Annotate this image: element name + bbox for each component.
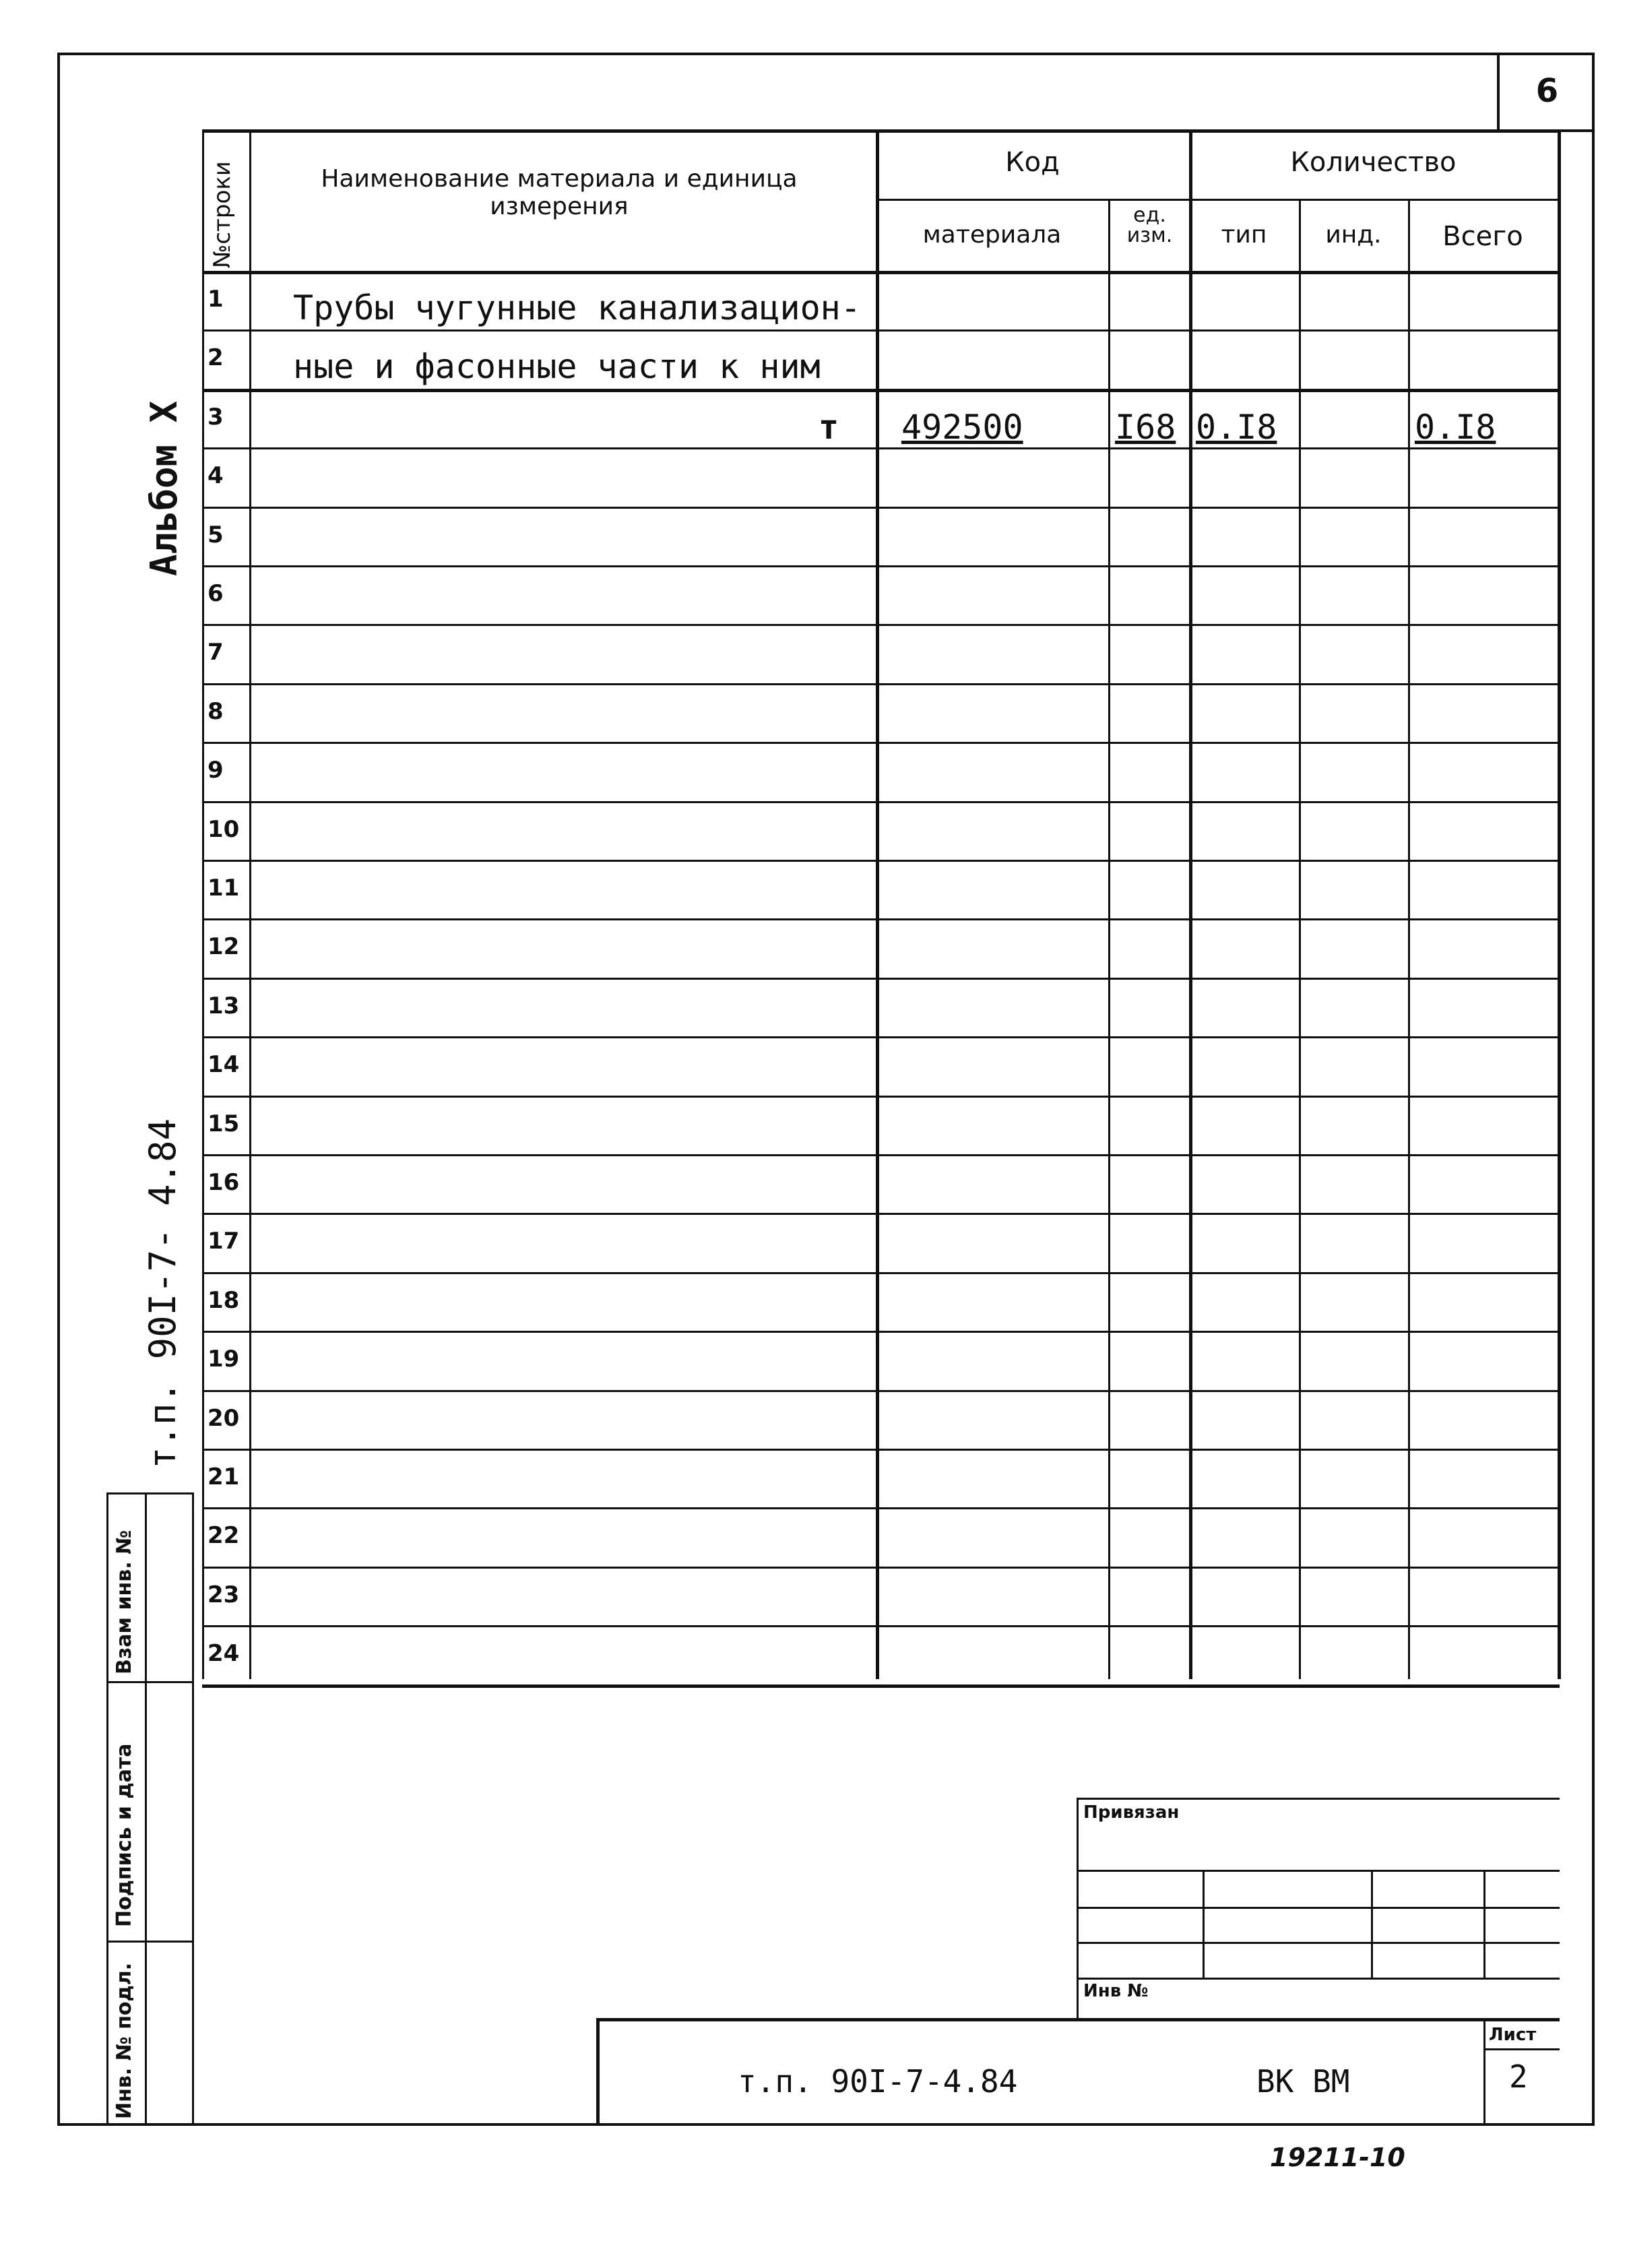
margin-box-inventory: Инв. № подл. bbox=[113, 1962, 136, 2119]
material-divider bbox=[1108, 199, 1110, 1679]
row-number: 17 bbox=[207, 1228, 240, 1255]
title-block-mark: ВК ВМ bbox=[1256, 2063, 1350, 2100]
row-number: 14 bbox=[207, 1051, 240, 1078]
row-3-material: 492500 bbox=[901, 408, 1023, 447]
title-block-top bbox=[596, 2018, 1560, 2021]
header-qty-group: Количество bbox=[1290, 147, 1457, 178]
row-1-name: Трубы чугунные канализацион- bbox=[293, 288, 861, 327]
stamp-inv-label: Инв № bbox=[1083, 1981, 1149, 2001]
row-line bbox=[202, 389, 1560, 392]
stamp-bound-label: Привязан bbox=[1083, 1802, 1180, 1823]
album-label: Альбом X bbox=[143, 400, 185, 576]
rownum-divider bbox=[249, 129, 251, 1679]
row-number: 7 bbox=[207, 639, 224, 666]
margin-inner-line bbox=[145, 1492, 147, 2126]
row-number: 13 bbox=[207, 993, 240, 1019]
stamp-bound-col-2 bbox=[1371, 1870, 1373, 1978]
header-row-no: №строки bbox=[209, 161, 236, 268]
row-number: 4 bbox=[207, 462, 224, 489]
row-number: 23 bbox=[207, 1581, 240, 1608]
row-line bbox=[202, 683, 1560, 685]
row-line bbox=[202, 447, 1560, 449]
row-number: 12 bbox=[207, 933, 240, 960]
row-line bbox=[202, 1625, 1560, 1627]
row-number: 8 bbox=[207, 698, 224, 725]
row-number: 11 bbox=[207, 875, 240, 902]
row-3-unit-letter: т bbox=[819, 408, 839, 447]
row-number: 22 bbox=[207, 1522, 240, 1549]
footer-note: 19211-10 bbox=[1270, 2143, 1405, 2172]
margin-box-signature: Подпись и дата bbox=[113, 1743, 136, 1927]
margin-line-1 bbox=[106, 1681, 194, 1683]
row-line bbox=[202, 978, 1560, 980]
row-number: 5 bbox=[207, 522, 224, 548]
row-number: 3 bbox=[207, 404, 224, 431]
row-3-type: 0.I8 bbox=[1196, 408, 1277, 447]
row-line bbox=[202, 1684, 1560, 1688]
row-number: 10 bbox=[207, 816, 240, 843]
row-number: 2 bbox=[207, 344, 224, 371]
row-line bbox=[202, 1154, 1560, 1156]
title-block-sheet-value: 2 bbox=[1509, 2058, 1528, 2095]
name-divider bbox=[876, 129, 879, 1679]
row-line bbox=[202, 860, 1560, 862]
header-bottom-line bbox=[202, 271, 1560, 274]
row-line bbox=[202, 329, 1560, 332]
title-block-project: т.п. 90I-7-4.84 bbox=[738, 2063, 1018, 2100]
title-block-sheet-line bbox=[1483, 2048, 1560, 2050]
margin-line-2 bbox=[106, 1941, 194, 1943]
row-number: 20 bbox=[207, 1405, 240, 1432]
row-line bbox=[202, 1567, 1560, 1569]
row-number: 19 bbox=[207, 1346, 240, 1373]
row-3-total: 0.I8 bbox=[1415, 408, 1496, 447]
row-2-name: ные и фасонные части к ним bbox=[293, 347, 821, 386]
row-number: 6 bbox=[207, 580, 224, 607]
header-code-group: Код bbox=[1005, 147, 1060, 178]
stamp-bound-line-1 bbox=[1077, 1870, 1560, 1872]
row-line bbox=[202, 801, 1560, 803]
row-line bbox=[202, 742, 1560, 744]
stamp-bound-line-2 bbox=[1077, 1907, 1560, 1909]
header-code-unit: ед. изм. bbox=[1126, 203, 1173, 247]
row-line bbox=[202, 1449, 1560, 1451]
stamp-bound-line-3 bbox=[1077, 1942, 1560, 1944]
row-line bbox=[202, 918, 1560, 920]
row-line bbox=[202, 565, 1560, 567]
stamp-bound-top bbox=[1077, 1798, 1560, 1800]
type-divider bbox=[1299, 199, 1301, 1679]
margin-top-line bbox=[106, 1492, 194, 1494]
stamp-bound-col-1 bbox=[1203, 1870, 1205, 1978]
margin-box-replace: Взам инв. № bbox=[113, 1530, 136, 1674]
row-number: 16 bbox=[207, 1169, 240, 1196]
row-line bbox=[202, 1096, 1560, 1098]
stamp-bound-line-4 bbox=[1077, 1978, 1560, 1980]
row-number: 1 bbox=[207, 286, 224, 313]
ind-divider bbox=[1408, 199, 1410, 1679]
header-name: Наименование материала и единица измерения bbox=[321, 165, 798, 221]
header-sub-line bbox=[876, 199, 1560, 201]
header-qty-type: тип bbox=[1221, 221, 1267, 249]
row-number: 9 bbox=[207, 757, 224, 784]
row-3-unit: I68 bbox=[1115, 408, 1176, 447]
header-code-material: материала bbox=[922, 221, 1062, 249]
row-line bbox=[202, 1213, 1560, 1215]
page-frame bbox=[57, 53, 1595, 2126]
row-number: 24 bbox=[207, 1640, 240, 1667]
row-number: 18 bbox=[207, 1287, 240, 1314]
row-line bbox=[202, 1036, 1560, 1038]
margin-left-line bbox=[106, 1492, 108, 2126]
title-block-left bbox=[596, 2018, 600, 2126]
table-top-border bbox=[202, 129, 1560, 133]
stamp-bound-col-3 bbox=[1483, 1870, 1485, 1978]
stamp-bound-left bbox=[1077, 1798, 1079, 2020]
margin-right-line bbox=[192, 1492, 194, 2126]
page-number: 6 bbox=[1497, 53, 1595, 132]
row-number: 21 bbox=[207, 1463, 240, 1490]
row-number: 15 bbox=[207, 1110, 240, 1137]
title-block-sheet-label: Лист bbox=[1489, 2025, 1537, 2045]
row-line bbox=[202, 1272, 1560, 1274]
code-qty-divider bbox=[1189, 129, 1192, 1679]
header-qty-ind: инд. bbox=[1325, 221, 1382, 249]
row-line bbox=[202, 1390, 1560, 1392]
row-line bbox=[202, 1507, 1560, 1509]
project-vertical-label: т.п. 90I-7- 4.84 bbox=[141, 1118, 184, 1469]
row-line bbox=[202, 624, 1560, 626]
table-right-border bbox=[1558, 129, 1561, 1679]
row-line bbox=[202, 1331, 1560, 1333]
row-line bbox=[202, 507, 1560, 509]
header-qty-total: Всего bbox=[1442, 221, 1523, 252]
title-block-sheet-divider bbox=[1483, 2018, 1485, 2126]
